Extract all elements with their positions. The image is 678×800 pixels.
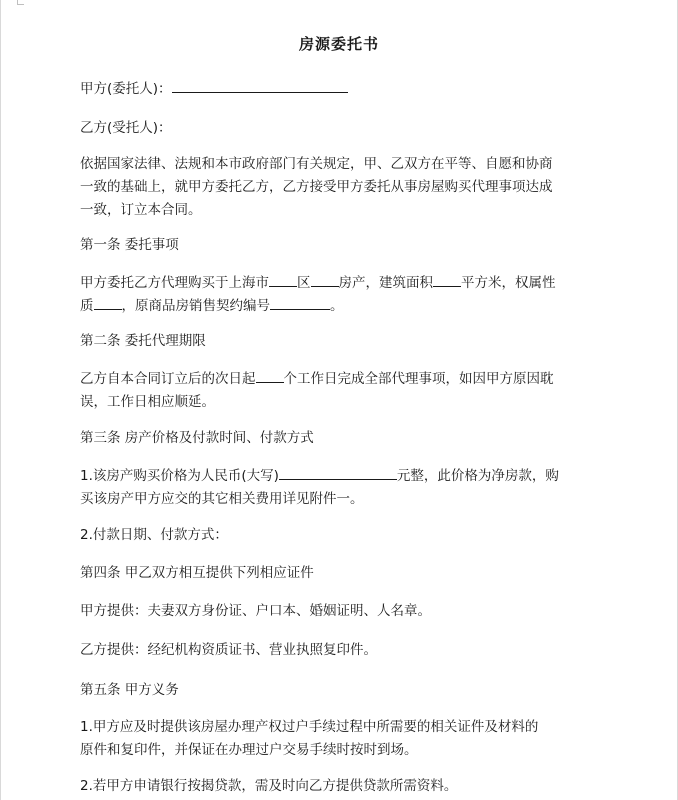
text-segment: 2.若甲方申请银行按揭贷款，需及时向乙方提供贷款所需资料。 [80, 778, 458, 794]
article-2-body [80, 368, 605, 414]
document-title: 房源委托书 [298, 35, 379, 53]
article-4-party-a [80, 600, 605, 623]
district-blank [269, 272, 297, 287]
intro-line-2: 一致的基础上，就甲方委托乙方，乙方接受甲方委托从事房屋购买代理事项达成 [80, 179, 553, 195]
workdays-blank [256, 368, 284, 383]
text-segment: 1.甲方应及时提供该房屋办理产权过户手续过程中所需要的相关证件及材料的 [80, 719, 539, 735]
text-segment: 1.该房产购买价格为人民币(大写) [80, 468, 279, 484]
text-segment: 买该房产甲方应交的其它相关费用详见附件一。 [80, 491, 364, 507]
party-b-line [80, 117, 605, 140]
article-5-item-1 [80, 716, 605, 762]
area-blank [433, 272, 461, 287]
contract-number-blank [270, 295, 330, 310]
text-segment: 区 [297, 275, 311, 291]
article-1-heading [80, 234, 605, 257]
article-heading: 第五条 甲方义务 [80, 682, 179, 698]
text-segment: 误，工作日相应顺延。 [80, 394, 215, 410]
text-segment: 甲方提供：夫妻双方身份证、户口本、婚姻证明、人名章。 [80, 603, 431, 619]
party-b-label: 乙方(受托人)： [80, 120, 172, 136]
article-5-item-2 [80, 775, 605, 798]
article-3-item-1 [80, 465, 605, 511]
page-corner-mark [17, 0, 24, 5]
text-segment: ，原商品房销售契约编号 [121, 298, 270, 314]
article-heading: 第一条 委托事项 [80, 237, 179, 253]
article-1-body [80, 272, 605, 318]
text-segment: 元整，此价格为净房款，购 [396, 468, 559, 484]
text-segment: 乙方自本合同订立后的次日起 [80, 371, 256, 387]
text-segment: 原件和复印件，并保证在办理过户交易手续时按时到场。 [80, 742, 418, 758]
article-heading: 第三条 房产价格及付款时间、付款方式 [80, 430, 314, 446]
intro-line-3: 一致，订立本合同。 [80, 202, 202, 218]
article-3-item-2 [80, 524, 605, 547]
article-3-heading [80, 427, 605, 450]
text-segment: 甲方委托乙方代理购买于上海市 [80, 275, 269, 291]
text-segment: 质 [80, 298, 94, 314]
party-a-label: 甲方(委托人)： [80, 81, 172, 97]
text-segment: 个工作日完成全部代理事项，如因甲方原因耽 [283, 371, 554, 387]
text-segment: 。 [330, 298, 344, 314]
article-4-party-b [80, 639, 605, 662]
party-a-line [80, 78, 605, 101]
text-segment: 平方米，权属性 [461, 275, 556, 291]
price-blank [279, 465, 397, 480]
article-heading: 第四条 甲乙双方相互提供下列相应证件 [80, 565, 314, 581]
text-segment: 乙方提供：经纪机构资质证书、营业执照复印件。 [80, 642, 377, 658]
article-heading: 第二条 委托代理期限 [80, 333, 206, 349]
text-segment: 2.付款日期、付款方式： [80, 527, 228, 543]
article-2-heading [80, 330, 605, 353]
text-segment: 房产，建筑面积 [338, 275, 433, 291]
article-5-heading [80, 679, 605, 702]
property-blank [311, 272, 339, 287]
intro-paragraph [80, 153, 605, 222]
ownership-blank [94, 295, 122, 310]
intro-line-1: 依据国家法律、法规和本市政府部门有关规定，甲、乙双方在平等、自愿和协商 [80, 156, 553, 172]
page-left-edge [0, 0, 1, 800]
party-a-blank [172, 78, 348, 93]
article-4-heading [80, 562, 605, 585]
